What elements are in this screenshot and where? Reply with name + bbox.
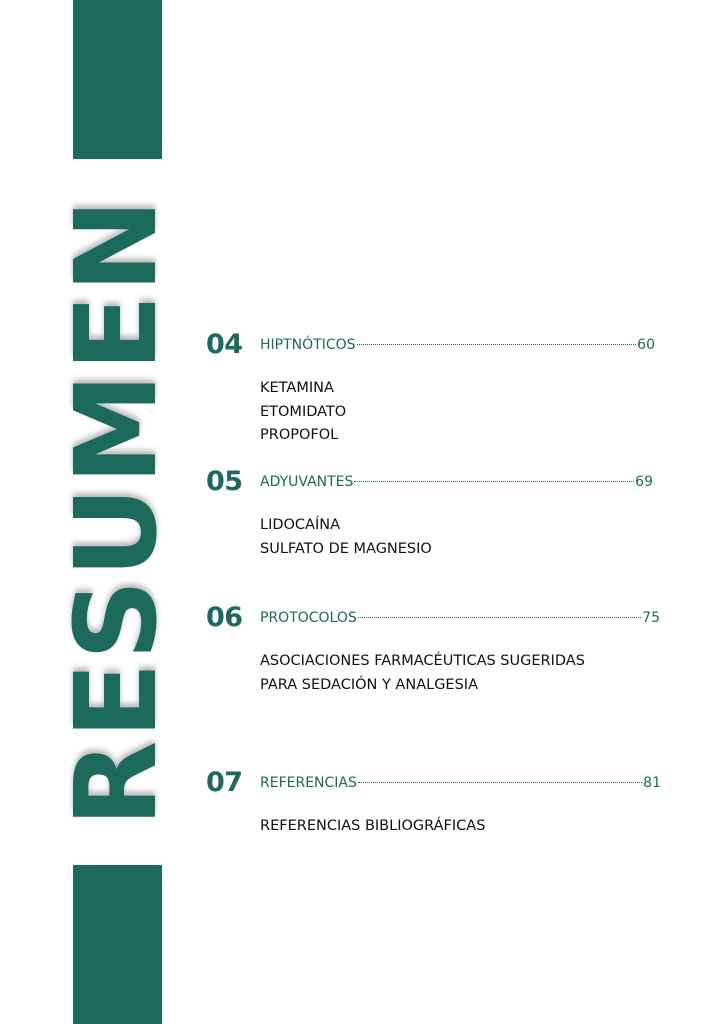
toc-section-04 <box>206 329 666 443</box>
toc-section-header <box>206 768 666 798</box>
toc-entry-title: HIPTNÓTICOS <box>260 337 356 353</box>
toc-sub-items <box>260 650 585 697</box>
toc-sub-items <box>260 377 346 448</box>
section-number: 07 <box>206 767 243 798</box>
decorative-bar-top <box>73 0 162 159</box>
toc-sub-item: KETAMINA <box>260 380 334 396</box>
toc-section-06 <box>206 602 666 693</box>
dot-leader <box>357 344 637 345</box>
toc-entry-page: 81 <box>643 775 661 791</box>
toc-entry-title: REFERENCIAS <box>260 775 357 791</box>
toc-section-header <box>206 330 666 360</box>
toc-sub-item: SULFATO DE MAGNESIO <box>260 540 432 557</box>
toc-entry-hipnoticos[interactable] <box>260 334 655 356</box>
toc-sub-item: PARA SEDACIÓN Y ANALGESIA <box>260 676 478 693</box>
dot-leader <box>358 617 641 618</box>
dot-leader <box>354 481 634 482</box>
toc-entry-adyuvantes[interactable] <box>260 471 653 493</box>
toc-sub-items <box>260 815 485 839</box>
decorative-bar-bottom <box>73 865 162 1024</box>
toc-sub-items <box>260 514 432 561</box>
toc-entry-referencias[interactable] <box>260 772 661 794</box>
toc-section-header <box>206 603 666 633</box>
toc-section-05 <box>206 466 666 557</box>
section-number: 06 <box>206 602 243 633</box>
dot-leader <box>358 782 642 783</box>
toc-section-07 <box>206 767 666 834</box>
toc-section-header <box>206 467 666 497</box>
toc-sub-item: REFERENCIAS BIBLIOGRÁFICAS <box>260 818 486 834</box>
toc-entry-title: PROTOCOLOS <box>260 610 357 626</box>
toc-sub-item: ASOCIACIONES FARMACÉUTICAS SUGERIDAS <box>260 653 585 669</box>
section-number: 04 <box>206 329 243 360</box>
toc-entry-title: ADYUVANTES <box>260 474 354 490</box>
section-number: 05 <box>206 466 243 497</box>
toc-entry-page: 75 <box>642 610 660 626</box>
toc-sub-item: PROPOFOL <box>260 427 339 443</box>
page-title: RESUMEN <box>52 196 182 828</box>
toc-sub-item: LIDOCAÍNA <box>260 517 341 533</box>
toc-entry-page: 60 <box>637 337 655 353</box>
toc-entry-page: 69 <box>635 474 653 490</box>
toc-entry-protocolos[interactable] <box>260 607 660 629</box>
toc-sub-item: ETOMIDATO <box>260 403 347 420</box>
